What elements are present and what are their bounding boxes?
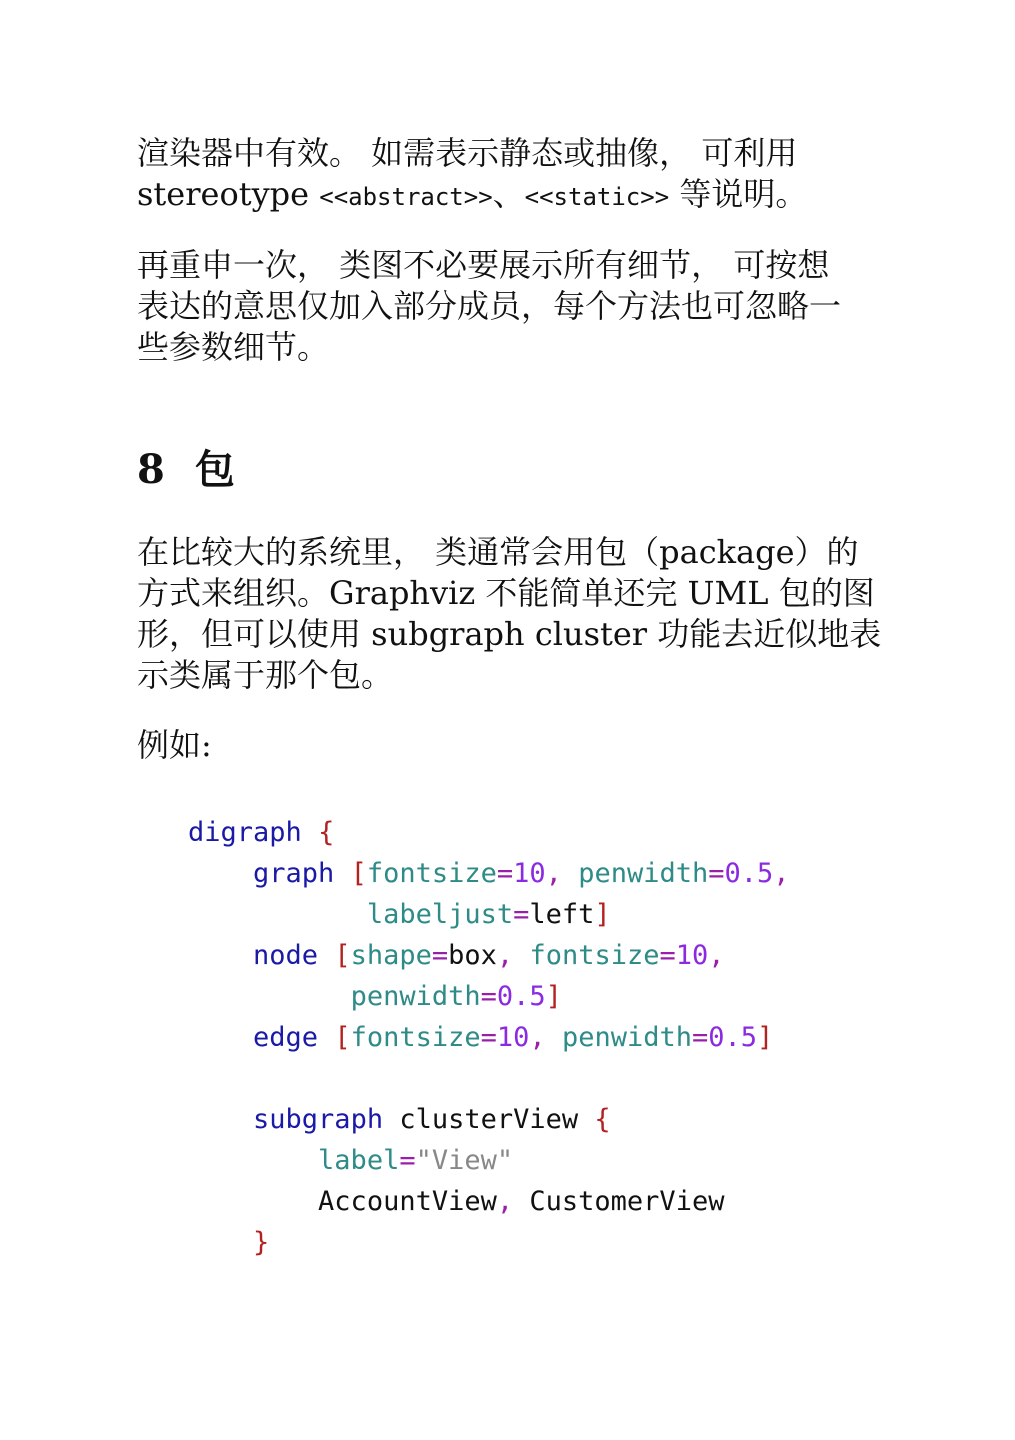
code-brace: } — [253, 1227, 270, 1258]
text-line: 示类属于那个包。 — [137, 656, 394, 694]
text-line: 渲染器中有效。 如需表示静态或抽像， 可利用 — [137, 134, 798, 172]
code-value: 0.5 — [496, 981, 546, 1012]
code-value: 10 — [513, 858, 546, 889]
inline-code-static: <<static>> — [524, 183, 670, 211]
code-keyword: digraph — [188, 817, 302, 848]
separator: 、 — [492, 175, 525, 213]
code-block: digraph { graph [fontsize=10, penwidth=0.5, labeljust=left] node [shape=box, fontsize=10, penwidth=0.5] edge [fontsize=10, penwidth=0.5] subgraph clusterView { label="View" AccountView, CustomerView } — [188, 817, 790, 1258]
paragraph-render-note — [137, 133, 882, 218]
code-value: box — [448, 940, 497, 971]
section-number: 8 — [137, 446, 165, 493]
text-line: 方式来组织。Graphviz 不能简单还完 UML 包的图 — [137, 574, 875, 612]
code-brace: { — [318, 817, 335, 848]
code-identifier: AccountView — [318, 1186, 497, 1217]
text-line: 些参数细节。 — [137, 328, 330, 366]
code-attr: fontsize — [529, 940, 660, 971]
code-attr: penwidth — [350, 981, 481, 1012]
text-line: 表达的意思仅加入部分成员，每个方法也可忽略一 — [137, 287, 842, 325]
code-attr: label — [318, 1145, 400, 1176]
code-attr: fontsize — [350, 1022, 481, 1053]
section-title: 包 — [194, 446, 235, 493]
code-identifier: CustomerView — [529, 1186, 725, 1217]
code-value: 10 — [496, 1022, 530, 1053]
code-identifier: clusterView — [399, 1104, 579, 1135]
code-attr: shape — [350, 940, 432, 971]
code-value: left — [529, 899, 595, 930]
code-attr: labeljust — [366, 899, 514, 930]
text-line: 形，但可以使用 subgraph cluster 功能去近似地表 — [137, 615, 882, 653]
code-value: 0.5 — [724, 858, 774, 889]
code-value: 10 — [675, 940, 709, 971]
code-attr: penwidth — [578, 858, 709, 889]
code-keyword: edge — [253, 1022, 319, 1053]
paragraph-details — [137, 245, 882, 368]
code-keyword: node — [253, 940, 319, 971]
code-keyword: graph — [253, 858, 335, 889]
code-string: "View" — [415, 1145, 514, 1176]
code-value: 0.5 — [708, 1022, 758, 1053]
text-line: 再重申一次， 类图不必要展示所有细节， 可按想 — [137, 246, 830, 284]
text-line: 例如: — [137, 726, 212, 764]
paragraph-packages — [137, 532, 882, 696]
code-keyword: subgraph — [253, 1104, 384, 1135]
text-line: 在比较大的系统里， 类通常会用包（package）的 — [137, 533, 859, 571]
paragraph-example — [137, 725, 882, 766]
code-attr: fontsize — [366, 858, 497, 889]
section-heading — [137, 438, 235, 495]
text-line: stereotype — [137, 175, 320, 213]
code-attr: penwidth — [561, 1022, 692, 1053]
inline-code-abstract: <<abstract>> — [319, 183, 493, 211]
text-line: 等说明。 — [669, 175, 808, 213]
